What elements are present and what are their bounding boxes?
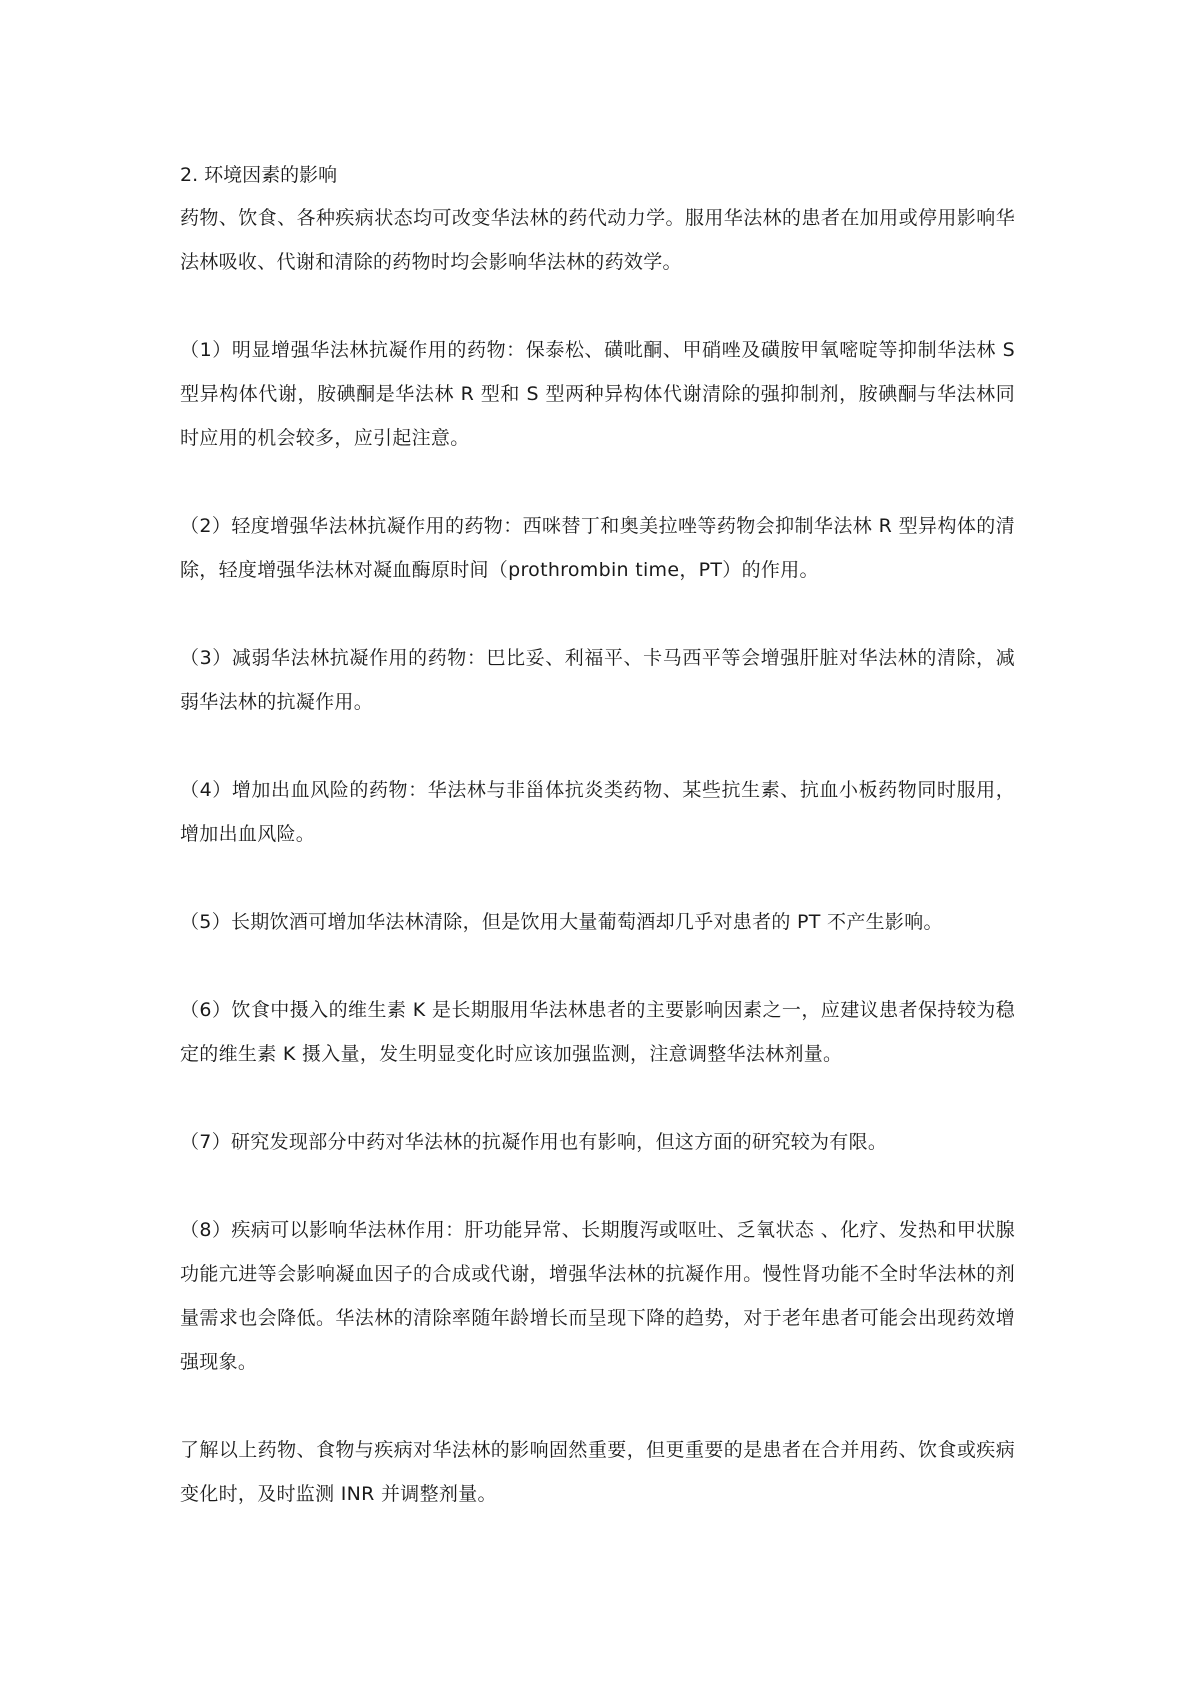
paragraph-spacer <box>180 284 1015 328</box>
paragraph-spacer <box>180 1164 1015 1208</box>
list-item-5: （5）长期饮酒可增加华法林清除，但是饮用大量葡萄酒却几乎对患者的 PT 不产生影响。 <box>180 911 943 933</box>
document-body <box>180 160 1015 1516</box>
list-item-7: （7）研究发现部分中药对华法林的抗凝作用也有影响，但这方面的研究较为有限。 <box>180 1131 888 1153</box>
paragraph-spacer <box>180 856 1015 900</box>
paragraph-spacer <box>180 944 1015 988</box>
paragraph-spacer <box>180 592 1015 636</box>
list-item-6: （6）饮食中摄入的维生素 K 是长期服用华法林患者的主要影响因素之一，应建议患者保持较为稳定的维生素 K 摄入量，发生明显变化时应该加强监测，注意调整华法林剂量。 <box>180 999 1015 1065</box>
paragraph-spacer <box>180 724 1015 768</box>
list-item-4: （4）增加出血风险的药物：华法林与非甾体抗炎类药物、某些抗生素、抗血小板药物同时服用，增加出血风险。 <box>180 779 1015 845</box>
conclusion-paragraph: 了解以上药物、食物与疾病对华法林的影响固然重要，但更重要的是患者在合并用药、饮食或疾病变化时，及时监测 INR 并调整剂量。 <box>180 1439 1015 1505</box>
list-item-8: （8）疾病可以影响华法林作用：肝功能异常、长期腹泻或呕吐、乏氧状态 、化疗、发热和甲状腺功能亢进等会影响凝血因子的合成或代谢，增强华法林的抗凝作用。慢性肾功能不全时华法林的剂量需求也会降低。华法林的清除率随年龄增长而呈现下降的趋势，对于老年患者可能会出现药效增强现象。 <box>180 1219 1015 1373</box>
list-item-2: （2）轻度增强华法林抗凝作用的药物：西咪替丁和奥美拉唑等药物会抑制华法林 R 型异构体的清除，轻度增强华法林对凝血酶原时间（prothrombin time，PT）的作用。 <box>180 515 1015 581</box>
paragraph-spacer <box>180 1076 1015 1120</box>
list-item-1: （1）明显增强华法林抗凝作用的药物：保泰松、磺吡酮、甲硝唑及磺胺甲氧嘧啶等抑制华法林 S 型异构体代谢，胺碘酮是华法林 R 型和 S 型两种异构体代谢清除的强抑制剂，胺碘酮与华法林同时应用的机会较多，应引起注意。 <box>180 339 1015 449</box>
paragraph-spacer <box>180 460 1015 504</box>
list-item-3: （3）减弱华法林抗凝作用的药物：巴比妥、利福平、卡马西平等会增强肝脏对华法林的清除，减弱华法林的抗凝作用。 <box>180 647 1015 713</box>
section-heading: 2. 环境因素的影响 <box>180 164 338 186</box>
intro-paragraph: 药物、饮食、各种疾病状态均可改变华法林的药代动力学。服用华法林的患者在加用或停用影响华法林吸收、代谢和清除的药物时均会影响华法林的药效学。 <box>180 207 1015 273</box>
paragraph-spacer <box>180 1384 1015 1428</box>
